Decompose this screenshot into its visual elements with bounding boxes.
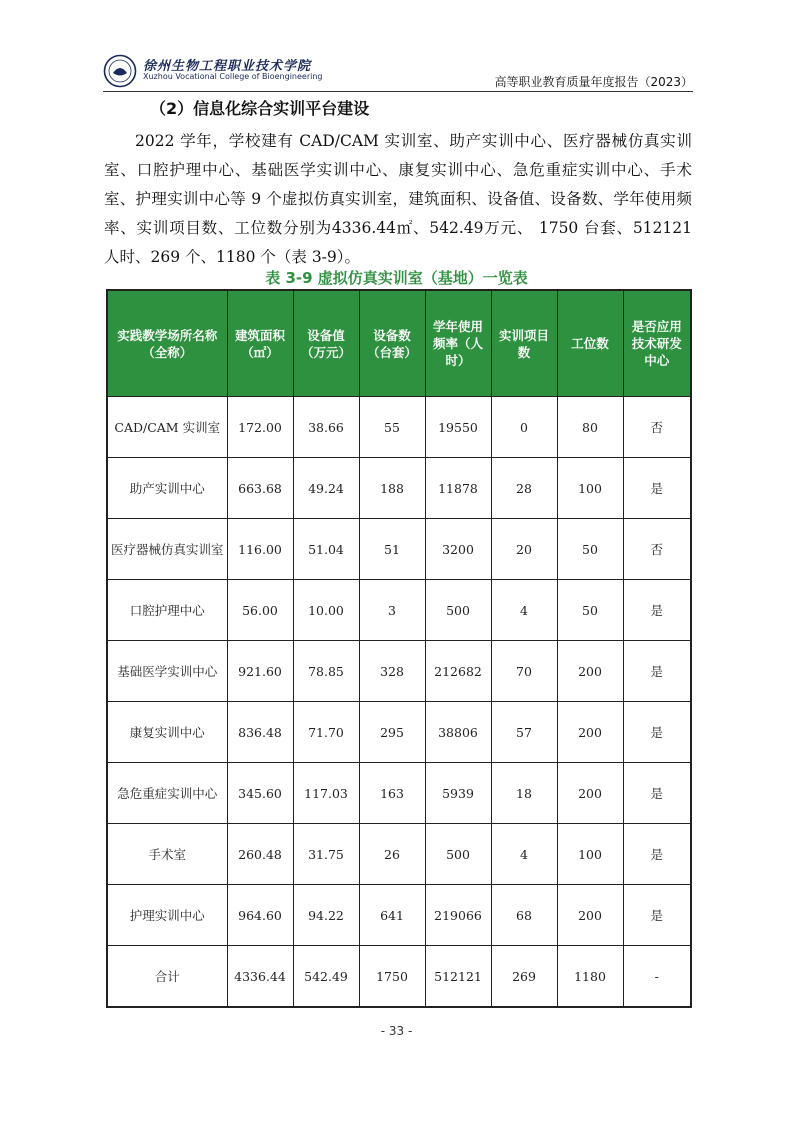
column-header: 实训项目数 xyxy=(491,290,557,397)
section-heading: （2）信息化综合实训平台建设 xyxy=(150,99,370,118)
table-cell: 100 xyxy=(557,458,623,519)
table-cell: 4 xyxy=(491,580,557,641)
room-name-cell: 手术室 xyxy=(107,824,227,885)
table-cell: 18 xyxy=(491,763,557,824)
table-cell: 921.60 xyxy=(227,641,293,702)
school-name-en: Xuzhou Vocational College of Bioengineering xyxy=(143,72,323,81)
table-row xyxy=(107,763,691,824)
room-name-cell: 口腔护理中心 xyxy=(107,580,227,641)
report-title: 高等职业教育质量年度报告（2023） xyxy=(494,75,693,89)
table-cell: 500 xyxy=(425,580,491,641)
table-cell: 10.00 xyxy=(293,580,359,641)
room-name-cell: 助产实训中心 xyxy=(107,458,227,519)
column-header: 学年使用频率（人时） xyxy=(425,290,491,397)
table-cell: 512121 xyxy=(425,946,491,1008)
table-cell: 70 xyxy=(491,641,557,702)
table-cell: 38806 xyxy=(425,702,491,763)
table-cell: 117.03 xyxy=(293,763,359,824)
table-cell: 4 xyxy=(491,824,557,885)
table-cell: 200 xyxy=(557,641,623,702)
table-cell: 641 xyxy=(359,885,425,946)
table-cell: 55 xyxy=(359,397,425,458)
table-row xyxy=(107,458,691,519)
table-row xyxy=(107,519,691,580)
table-cell: 是 xyxy=(623,885,691,946)
table-cell: 51.04 xyxy=(293,519,359,580)
table-cell: 是 xyxy=(623,458,691,519)
table-cell: 200 xyxy=(557,702,623,763)
school-logo-icon xyxy=(103,54,137,88)
room-name-cell: 基础医学实训中心 xyxy=(107,641,227,702)
table-cell: 172.00 xyxy=(227,397,293,458)
table-cell: 11878 xyxy=(425,458,491,519)
table-cell: 38.66 xyxy=(293,397,359,458)
table-cell: 57 xyxy=(491,702,557,763)
table-cell: 26 xyxy=(359,824,425,885)
table-cell: 是 xyxy=(623,580,691,641)
table-cell: 663.68 xyxy=(227,458,293,519)
table-cell: 0 xyxy=(491,397,557,458)
table-row xyxy=(107,885,691,946)
table-cell: 500 xyxy=(425,824,491,885)
table-cell: 100 xyxy=(557,824,623,885)
table-cell: 否 xyxy=(623,397,691,458)
table-cell: 19550 xyxy=(425,397,491,458)
table-cell: 28 xyxy=(491,458,557,519)
table-cell: 是 xyxy=(623,824,691,885)
table-cell: 163 xyxy=(359,763,425,824)
table-cell: 219066 xyxy=(425,885,491,946)
table-cell: 212682 xyxy=(425,641,491,702)
room-name-cell: 医疗器械仿真实训室 xyxy=(107,519,227,580)
page-header xyxy=(103,52,693,92)
table-cell: 345.60 xyxy=(227,763,293,824)
table-cell: 50 xyxy=(557,519,623,580)
table-cell: 是 xyxy=(623,702,691,763)
table-row xyxy=(107,946,691,1008)
table-cell: 94.22 xyxy=(293,885,359,946)
table-cell: 51 xyxy=(359,519,425,580)
table-cell: - xyxy=(623,946,691,1008)
table-cell: 68 xyxy=(491,885,557,946)
table-row xyxy=(107,580,691,641)
column-header: 工位数 xyxy=(557,290,623,397)
table-cell: 20 xyxy=(491,519,557,580)
table-cell: 200 xyxy=(557,885,623,946)
table-cell: 是 xyxy=(623,641,691,702)
table-row xyxy=(107,824,691,885)
table-cell: 71.70 xyxy=(293,702,359,763)
table-cell: 269 xyxy=(491,946,557,1008)
table-cell: 188 xyxy=(359,458,425,519)
table-cell: 1180 xyxy=(557,946,623,1008)
table-cell: 5939 xyxy=(425,763,491,824)
column-header: 设备值（万元） xyxy=(293,290,359,397)
room-name-cell: 康复实训中心 xyxy=(107,702,227,763)
table-cell: 3200 xyxy=(425,519,491,580)
table-cell: 是 xyxy=(623,763,691,824)
page-number: - 33 - xyxy=(380,1024,413,1038)
room-name-cell: 护理实训中心 xyxy=(107,885,227,946)
table-cell: 836.48 xyxy=(227,702,293,763)
table-header-row xyxy=(107,290,691,397)
header-divider xyxy=(103,91,693,92)
table-cell: 964.60 xyxy=(227,885,293,946)
column-header: 建筑面积（㎡） xyxy=(227,290,293,397)
table-cell: 80 xyxy=(557,397,623,458)
table-cell: 328 xyxy=(359,641,425,702)
table-cell: 260.48 xyxy=(227,824,293,885)
school-name-cn: 徐州生物工程职业技术学院 xyxy=(143,59,312,74)
column-header: 实践教学场所名称（全称） xyxy=(107,290,227,397)
table-caption: 表 3-9 虚拟仿真实训室（基地）一览表 xyxy=(265,269,528,287)
table-cell: 295 xyxy=(359,702,425,763)
training-room-table xyxy=(106,289,692,1008)
table-row xyxy=(107,397,691,458)
table-cell: 31.75 xyxy=(293,824,359,885)
table-cell: 1750 xyxy=(359,946,425,1008)
table-cell: 56.00 xyxy=(227,580,293,641)
column-header: 设备数（台套） xyxy=(359,290,425,397)
table-row xyxy=(107,641,691,702)
table-cell: 78.85 xyxy=(293,641,359,702)
room-name-cell: CAD/CAM 实训室 xyxy=(107,397,227,458)
table-cell: 3 xyxy=(359,580,425,641)
room-name-cell: 急危重症实训中心 xyxy=(107,763,227,824)
table-cell: 542.49 xyxy=(293,946,359,1008)
table-cell: 200 xyxy=(557,763,623,824)
column-header: 是否应用技术研发中心 xyxy=(623,290,691,397)
room-name-cell: 合计 xyxy=(107,946,227,1008)
table-cell: 4336.44 xyxy=(227,946,293,1008)
table-cell: 50 xyxy=(557,580,623,641)
body-paragraph: 2022 学年，学校建有 CAD/CAM 实训室、助产实训中心、医疗器械仿真实训室、口腔护理中心、基础医学实训中心、康复实训中心、急危重症实训中心、手术室、护理实训中心等 9 个虚拟仿真实训室，建筑面积、设备值、设备数、学年使用频率、实训项目数、工位数分别为4336.44㎡、542.49万元、 1750 台套、512121 人时、269 个、1180 个（表 3-9）。 xyxy=(104,132,692,266)
table-row xyxy=(107,702,691,763)
table-cell: 49.24 xyxy=(293,458,359,519)
table-cell: 116.00 xyxy=(227,519,293,580)
table-cell: 否 xyxy=(623,519,691,580)
